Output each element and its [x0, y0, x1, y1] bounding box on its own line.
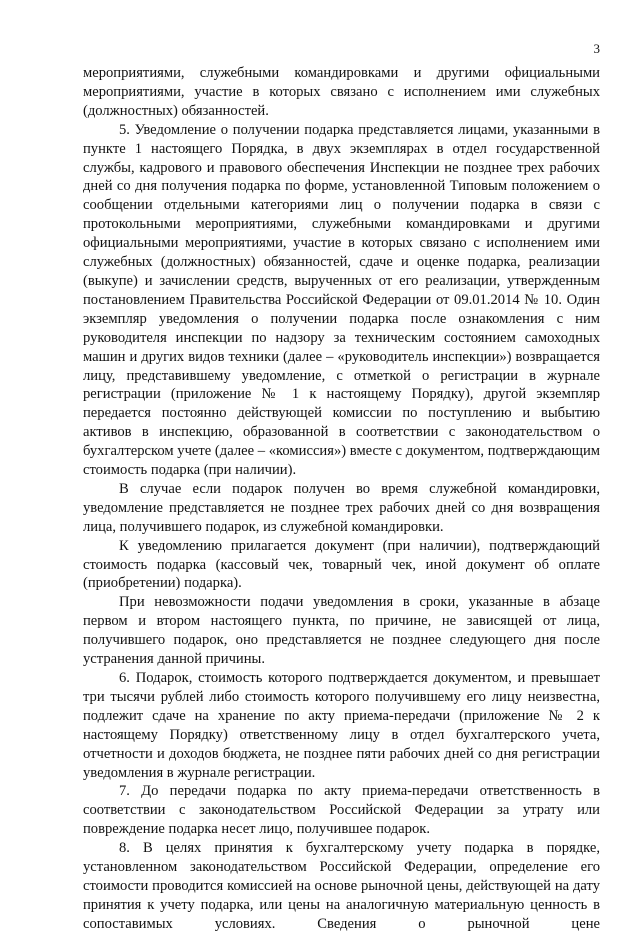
paragraph-continuation: мероприятиями, служебными командировками и другими официальными мероприятиями, участие в которых связано с исполнением ими служебных (должностных) обязанностей.	[83, 65, 600, 119]
paragraph-item-7-responsibility: 7. До передачи подарка по акту приема-передачи ответственность в соответствии с законодательством Российской Федерации за утрату или повреждение подарка несет лицо, получившее подарок.	[83, 783, 600, 838]
paragraph-deadline-impossibility: При невозможности подачи уведомления в сроки, указанные в абзаце первом и втором настоящего пункта, по причине, не зависящей от лица, получившего подарок, оно представляется не позднее следующего дня после устранения данной причины.	[83, 594, 600, 668]
paragraph-item-8-accounting: 8. В целях принятия к бухгалтерскому учету подарка в порядке, установленном законодательством Российской Федерации, определение его стоимости проводится комиссией на основе рыночной цены, действующей на дату принятия к учету подарка, или цены на аналогичную материальную ценность в сопоставимых условиях. Сведения о рыночной цене	[83, 840, 600, 932]
paragraph-item-6-storage: 6. Подарок, стоимость которого подтверждается документом, и превышает три тысячи рублей либо стоимость которого получившему его лицу неизвестна, подлежит сдаче на хранение по акту приема-передачи (приложение № 2 к настоящему Порядку) ответственному лицу в отдел бухгалтерского учета, отчетности и доходов бюджета, не позднее пяти рабочих дней со дня регистрации уведомления в журнале регистрации.	[83, 670, 600, 781]
document-body	[83, 64, 600, 934]
paragraph-item-5-notification: 5. Уведомление о получении подарка представляется лицами, указанными в пункте 1 настоящего Порядка, в двух экземплярах в отдел государственной службы, кадрового и правового обеспечения Инспекции не позднее трех рабочих дней со дня получения подарка по форме, установленной Типовым положением о сообщении отдельными категориями лиц о получении подарка в связи с протокольными мероприятиями, служебными командировками и другими официальными мероприятиями, участие в которых связано с исполнением ими служебных (должностных) обязанностей, сдаче и оценке подарка, реализации (выкупе) и зачислении средств, вырученных от его реализации, утвержденным постановлением Правительства Российской Федерации от 09.01.2014 № 10. Один экземпляр уведомления о получении подарка после ознакомления с ним руководителя инспекции по надзору за техническим состоянием самоходных машин и других видов техники (далее – «руководитель инспекции») возвращается лицу, представившему уведомление, с отметкой о регистрации в журнале регистрации (приложение № 1 к настоящему Порядку), другой экземпляр передается постоянно действующей комиссии по поступлению и выбытию активов в инспекцию, образованной в соответствии с законодательством о бухгалтерском учете (далее – «комиссия») вместе с документом, подтверждающим стоимость подарка (при наличии).	[83, 121, 600, 479]
paragraph-business-trip: В случае если подарок получен во время служебной командировки, уведомление представляется не позднее трех рабочих дней со дня возвращения лица, получившего подарок, из служебной командировки.	[83, 480, 600, 535]
paragraph-attached-document: К уведомлению прилагается документ (при наличии), подтверждающий стоимость подарка (кассовый чек, товарный чек, иной документ об оплате (приобретении) подарка).	[83, 537, 600, 592]
page-number: 3	[593, 41, 600, 56]
